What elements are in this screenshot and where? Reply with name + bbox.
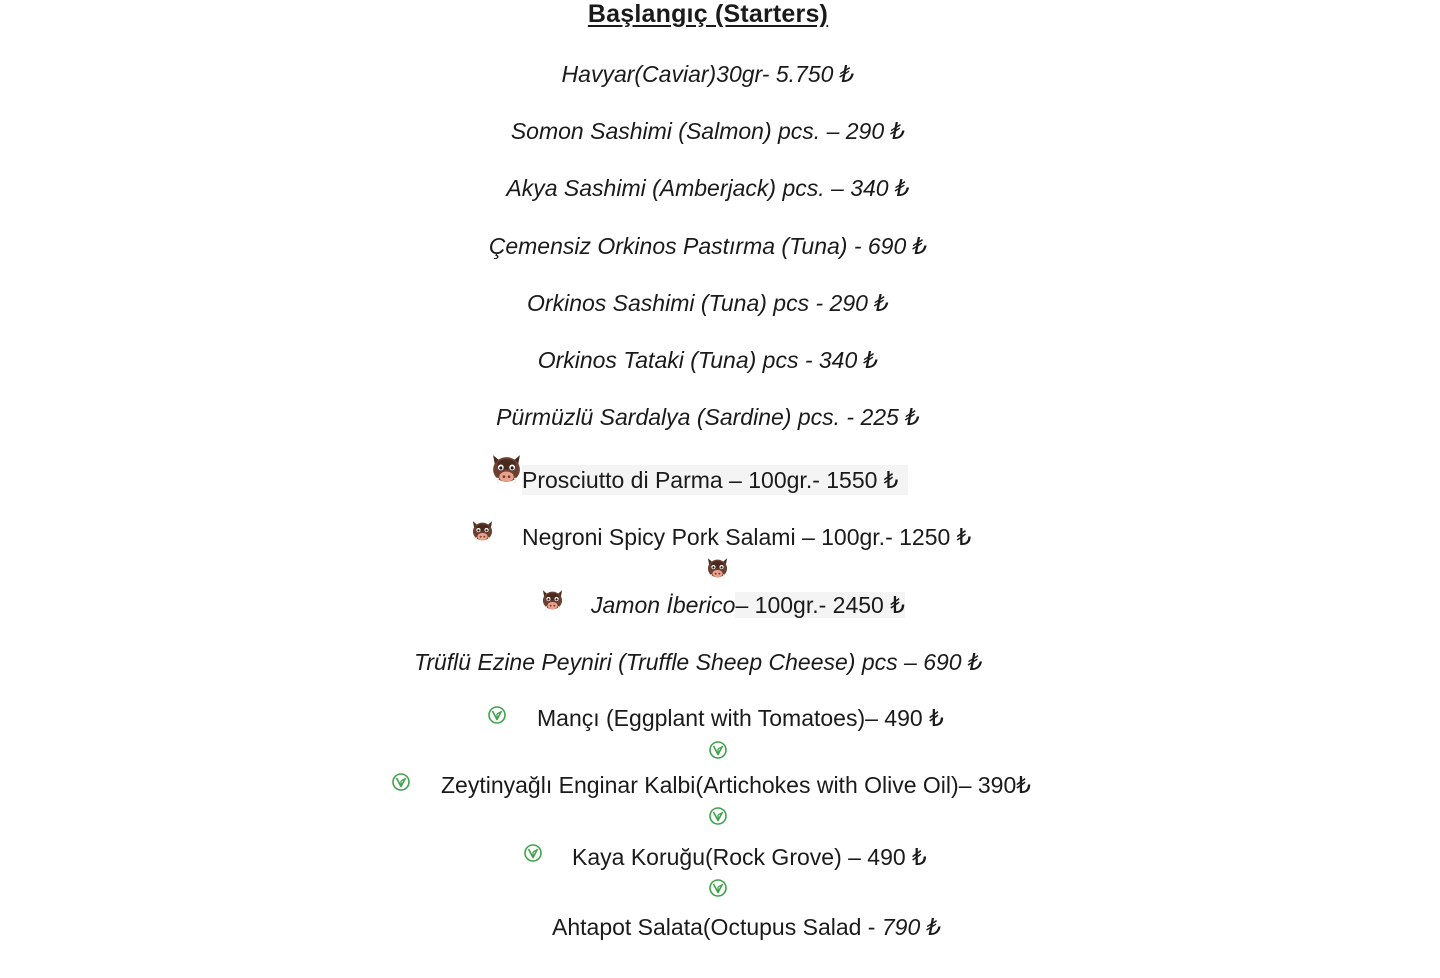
menu-item-prosciutto: Prosciutto di Parma – 100gr.- 1550 ₺ bbox=[522, 465, 908, 495]
vegan-icon bbox=[487, 705, 507, 725]
boar-icon bbox=[489, 452, 524, 487]
menu-item-negroni-salami: Negroni Spicy Pork Salami – 100gr.- 1250 ₺ bbox=[522, 524, 972, 550]
vegan-icon bbox=[391, 772, 411, 792]
menu-title: Başlangıç (Starters) bbox=[587, 0, 829, 28]
menu-item-tuna-tataki: Orkinos Tataki (Tuna) pcs - 340 ₺ bbox=[537, 347, 879, 373]
menu-item-jamon-name: Jamon İberico bbox=[591, 592, 736, 618]
menu-item-rock-grove: Kaya Koruğu(Rock Grove) – 490 ₺ bbox=[572, 844, 927, 870]
menu-item-octopus-salad bbox=[552, 912, 941, 942]
menu-item-amberjack-sashimi: Akya Sashimi (Amberjack) pcs. – 340 ₺ bbox=[506, 175, 910, 201]
menu-item-jamon-price: – 100gr.- 2450 ₺ bbox=[735, 592, 905, 618]
vegan-icon bbox=[708, 740, 728, 760]
vegan-icon bbox=[708, 878, 728, 898]
menu-item-tuna-pastirma: Çemensiz Orkinos Pastırma (Tuna) - 690 ₺ bbox=[488, 233, 928, 259]
boar-icon bbox=[540, 588, 565, 613]
menu-item-manci: Mançı (Eggplant with Tomatoes)– 490 ₺ bbox=[537, 705, 944, 731]
boar-icon bbox=[470, 519, 495, 544]
menu-item-salmon-sashimi: Somon Sashimi (Salmon) pcs. – 290 ₺ bbox=[510, 118, 906, 144]
menu-item-sardine: Pürmüzlü Sardalya (Sardine) pcs. - 225 ₺ bbox=[496, 404, 920, 430]
menu-item-octopus-name: Ahtapot Salata(Octupus Salad - bbox=[552, 914, 882, 940]
vegan-icon bbox=[523, 843, 543, 863]
menu-item-truffle-cheese: Trüflü Ezine Peyniri (Truffle Sheep Cheese) pcs – 690 ₺ bbox=[414, 649, 983, 675]
menu-item-tuna-sashimi: Orkinos Sashimi (Tuna) pcs - 290 ₺ bbox=[527, 290, 889, 316]
menu-item-octopus-price: 790 ₺ bbox=[881, 914, 942, 940]
menu-item-artichokes: Zeytinyağlı Enginar Kalbi(Artichokes with Olive Oil)– 390₺ bbox=[441, 772, 1031, 798]
menu-item-jamon-iberico bbox=[591, 590, 905, 620]
menu-item-caviar: Havyar(Caviar)30gr- 5.750 ₺ bbox=[561, 61, 855, 87]
boar-icon bbox=[705, 556, 730, 581]
vegan-icon bbox=[708, 806, 728, 826]
